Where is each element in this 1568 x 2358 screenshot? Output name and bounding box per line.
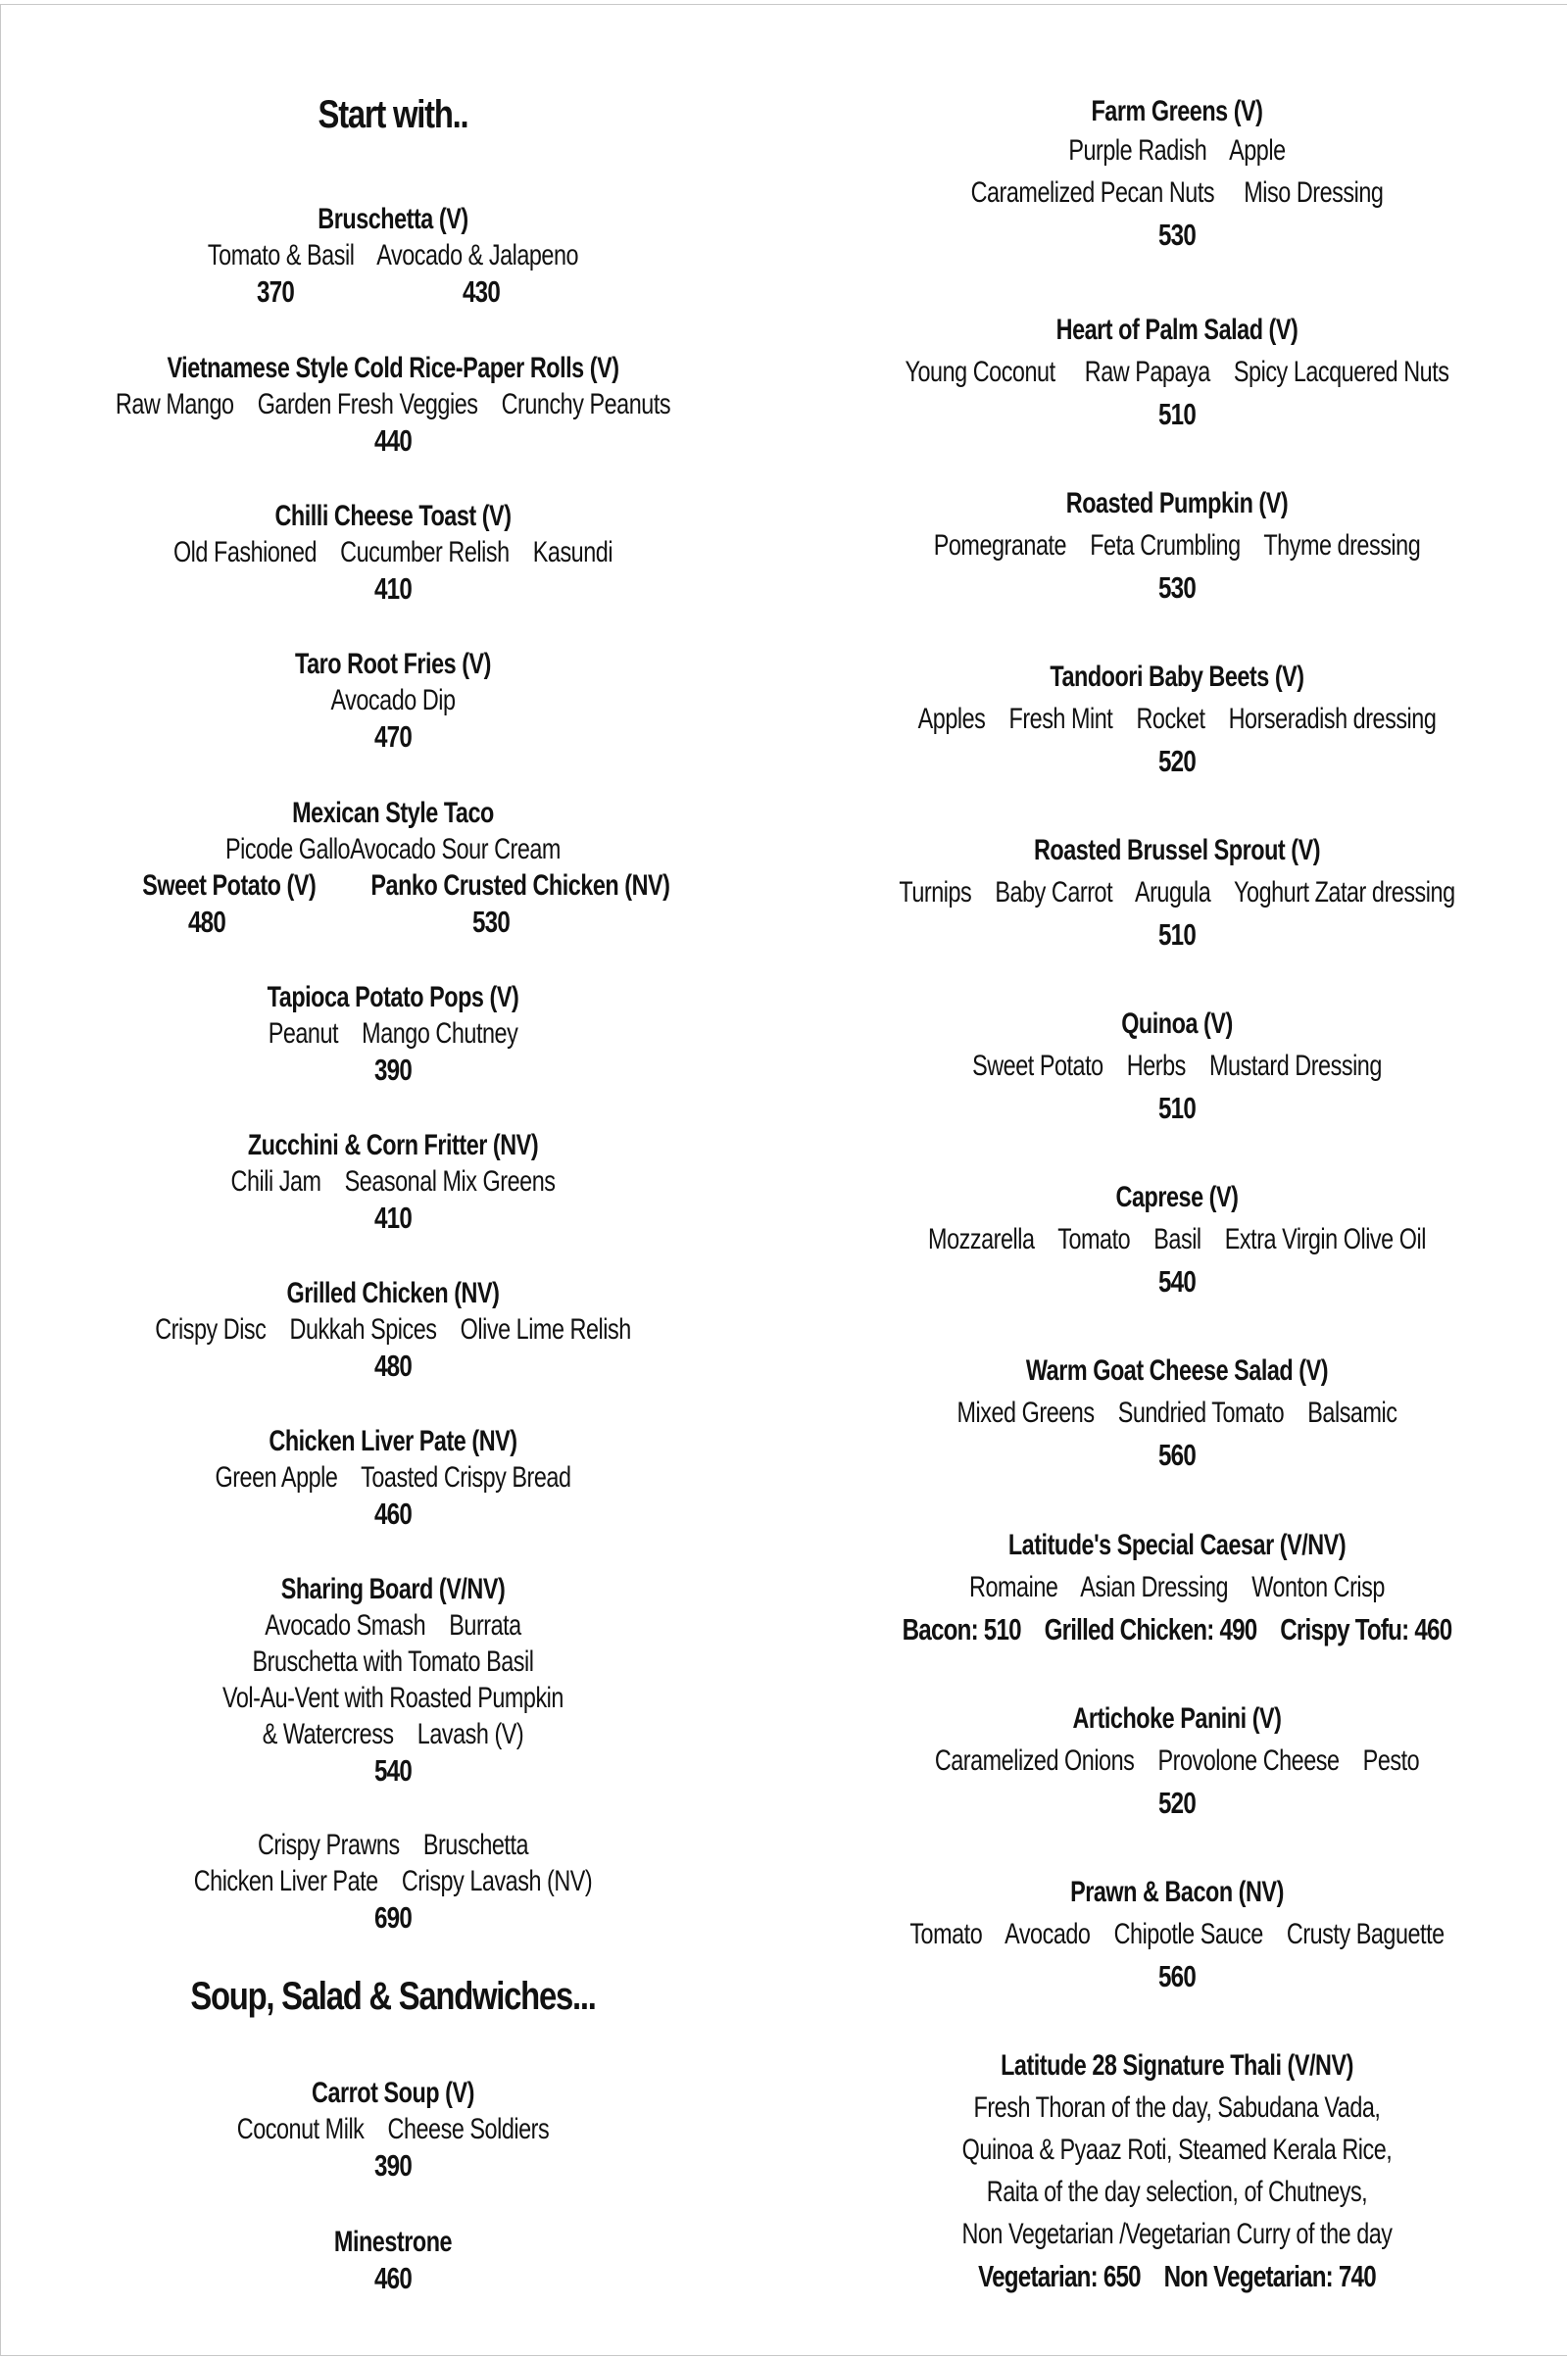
item-desc: Green Apple Toasted Crispy Bread (215, 1461, 571, 1494)
menu-item-bruschetta (1, 201, 785, 310)
item-desc: Picode GalloAvocado Sour Cream (225, 833, 561, 865)
item-desc: Apples Fresh Mint Rocket Horseradish dressing (917, 703, 1437, 735)
section-title: Start with.. (318, 93, 468, 136)
item-desc: Tomato Avocado Chipotle Sauce Crusty Baguette (909, 1918, 1445, 1950)
item-price: 540 (1157, 1264, 1197, 1299)
item-price: 530 (471, 905, 511, 939)
menu-item-goat-cheese (785, 1350, 1568, 1476)
item-price: 690 (373, 1900, 413, 1935)
item-desc: & Watercress Lavash (V) (262, 1718, 524, 1750)
item-price: 560 (1157, 1438, 1197, 1472)
item-name: Zucchini & Corn Fritter (NV) (247, 1129, 539, 1161)
item-desc: Tomato & Basil Avocado & Jalapeno (207, 239, 579, 271)
item-desc: Peanut Mango Chutney (268, 1017, 518, 1050)
item-price: 390 (373, 1053, 413, 1087)
item-price: 560 (1157, 1959, 1197, 1993)
item-price: 520 (1157, 1786, 1197, 1820)
menu-item-tapioca (1, 979, 785, 1088)
item-desc: Sweet Potato Herbs Mustard Dressing (972, 1050, 1382, 1082)
item-name: Latitude 28 Signature Thali (V/NV) (1001, 2049, 1353, 2082)
menu-item-farm-greens (785, 93, 1568, 256)
item-desc: Turnips Baby Carrot Arugula Yoghurt Zatar dressing (899, 876, 1455, 909)
section-start-with (1, 95, 785, 134)
menu-item-prawn-bacon (785, 1871, 1568, 1997)
item-price: 530 (1157, 218, 1197, 252)
item-name: Minestrone (333, 2226, 453, 2258)
menu-item-quinoa (785, 1003, 1568, 1129)
item-desc: Caramelized Pecan Nuts Miso Dressing (970, 176, 1384, 209)
menu-item-caprese (785, 1176, 1568, 1302)
menu-item-chilli-toast (1, 498, 785, 607)
item-name: Quinoa (V) (1121, 1007, 1233, 1040)
item-name: Bruschetta (V) (318, 203, 468, 235)
menu-item-artichoke-panini (785, 1697, 1568, 1824)
item-price: Vegetarian: 650 Non Vegetarian: 740 (978, 2259, 1376, 2293)
item-desc: Chili Jam Seasonal Mix Greens (230, 1165, 556, 1198)
menu-item-carrot-soup (1, 2075, 785, 2184)
item-desc: Young Coconut Raw Papaya Spicy Lacquered Nuts (905, 356, 1449, 388)
menu-item-baby-beets (785, 656, 1568, 782)
item-desc: Raw Mango Garden Fresh Veggies Crunchy Peanuts (115, 388, 671, 420)
item-price: 480 (187, 905, 226, 939)
menu-item-signature-thali (785, 2044, 1568, 2297)
item-name: Grilled Chicken (NV) (286, 1277, 500, 1309)
item-desc: Crispy Disc Dukkah Spices Olive Lime Relish (155, 1313, 631, 1346)
item-price: 460 (373, 2261, 413, 2295)
item-name: Prawn & Bacon (NV) (1070, 1876, 1284, 1908)
section-soup-salad (1, 1977, 785, 2016)
menu-item-zucchini (1, 1127, 785, 1236)
section-title: Soup, Salad & Sandwiches... (190, 1975, 596, 2018)
item-price: 440 (373, 423, 413, 458)
item-name: Chilli Cheese Toast (V) (274, 500, 512, 532)
item-name: Tapioca Potato Pops (V) (267, 981, 519, 1013)
menu-item-liver-pate (1, 1423, 785, 1532)
item-desc: Coconut Milk Cheese Soldiers (236, 2113, 550, 2145)
item-desc: Romaine Asian Dressing Wonton Crisp (969, 1571, 1385, 1603)
item-name: Caprese (V) (1115, 1181, 1239, 1213)
option-sweet-potato: Sweet Potato (V) (142, 869, 317, 902)
item-desc: Mozzarella Tomato Basil Extra Virgin Olive Oil (928, 1223, 1426, 1255)
menu-item-minestrone (1, 2224, 785, 2296)
item-name: Carrot Soup (V) (312, 2077, 474, 2109)
menu-item-heart-of-palm (785, 309, 1568, 435)
item-desc: Quinoa & Pyaaz Roti, Steamed Kerala Rice, (961, 2134, 1393, 2166)
item-price: 510 (1157, 1091, 1197, 1125)
item-price: 540 (373, 1753, 413, 1788)
item-price: 410 (373, 1201, 413, 1235)
option-panko-chicken: Panko Crusted Chicken (NV) (370, 869, 670, 902)
item-desc: Vol-Au-Vent with Roasted Pumpkin (222, 1682, 564, 1714)
menu-item-rice-rolls (1, 350, 785, 459)
item-name: Tandoori Baby Beets (V) (1050, 661, 1304, 693)
item-desc: Avocado Smash Burrata (265, 1609, 521, 1642)
item-price: Bacon: 510 Grilled Chicken: 490 Crispy Tofu: 460 (902, 1612, 1452, 1646)
item-desc: Crispy Prawns Bruschetta (257, 1829, 529, 1861)
item-desc: Chicken Liver Pate Crispy Lavash (NV) (193, 1865, 593, 1897)
item-price: 510 (1157, 917, 1197, 952)
item-price: 470 (373, 719, 413, 754)
item-name: Heart of Palm Salad (V) (1055, 314, 1298, 346)
item-name: Latitude's Special Caesar (V/NV) (1007, 1529, 1347, 1561)
item-price: 530 (1157, 570, 1197, 605)
item-price: 460 (373, 1497, 413, 1531)
menu-page (0, 4, 1567, 2356)
item-price: 390 (373, 2148, 413, 2183)
item-price: 510 (1157, 397, 1197, 431)
menu-item-sharing-board (1, 1571, 785, 1789)
item-desc: Pomegranate Feta Crumbling Thyme dressing (933, 529, 1421, 562)
item-name: Mexican Style Taco (292, 797, 494, 829)
item-price: 410 (373, 571, 413, 606)
item-desc: Avocado Dip (330, 684, 456, 716)
item-name: Vietnamese Style Cold Rice-Paper Rolls (V) (167, 352, 619, 384)
item-desc: Fresh Thoran of the day, Sabudana Vada, (973, 2091, 1381, 2124)
menu-item-taco (1, 795, 785, 940)
item-name: Roasted Pumpkin (V) (1065, 487, 1289, 519)
item-name: Farm Greens (V) (1091, 95, 1263, 127)
item-name: Taro Root Fries (V) (295, 648, 491, 680)
item-price: 480 (373, 1349, 413, 1383)
item-name: Artichoke Panini (V) (1072, 1702, 1282, 1735)
item-desc: Caramelized Onions Provolone Cheese Pesto (934, 1744, 1420, 1777)
menu-item-caesar (785, 1524, 1568, 1650)
item-price: 430 (462, 274, 501, 309)
menu-item-grilled-chicken (1, 1275, 785, 1384)
item-name: Warm Goat Cheese Salad (V) (1025, 1354, 1329, 1387)
item-desc: Non Vegetarian /Vegetarian Curry of the day (961, 2218, 1393, 2250)
item-desc: Mixed Greens Sundried Tomato Balsamic (956, 1397, 1397, 1429)
item-price: 520 (1157, 744, 1197, 778)
item-desc: Old Fashioned Cucumber Relish Kasundi (172, 536, 613, 568)
item-desc: Bruschetta with Tomato Basil (252, 1646, 534, 1678)
item-price: 370 (256, 274, 295, 309)
menu-item-roasted-pumpkin (785, 482, 1568, 609)
item-name: Roasted Brussel Sprout (V) (1033, 834, 1321, 866)
menu-item-taro-fries (1, 646, 785, 755)
item-name: Chicken Liver Pate (NV) (269, 1425, 517, 1457)
menu-item-sharing-board-nv (1, 1827, 785, 1936)
item-name: Sharing Board (V/NV) (280, 1573, 506, 1605)
menu-item-brussel-sprout (785, 829, 1568, 956)
item-desc: Purple Radish Apple (1068, 134, 1286, 167)
item-desc: Raita of the day selection, of Chutneys, (986, 2176, 1368, 2208)
